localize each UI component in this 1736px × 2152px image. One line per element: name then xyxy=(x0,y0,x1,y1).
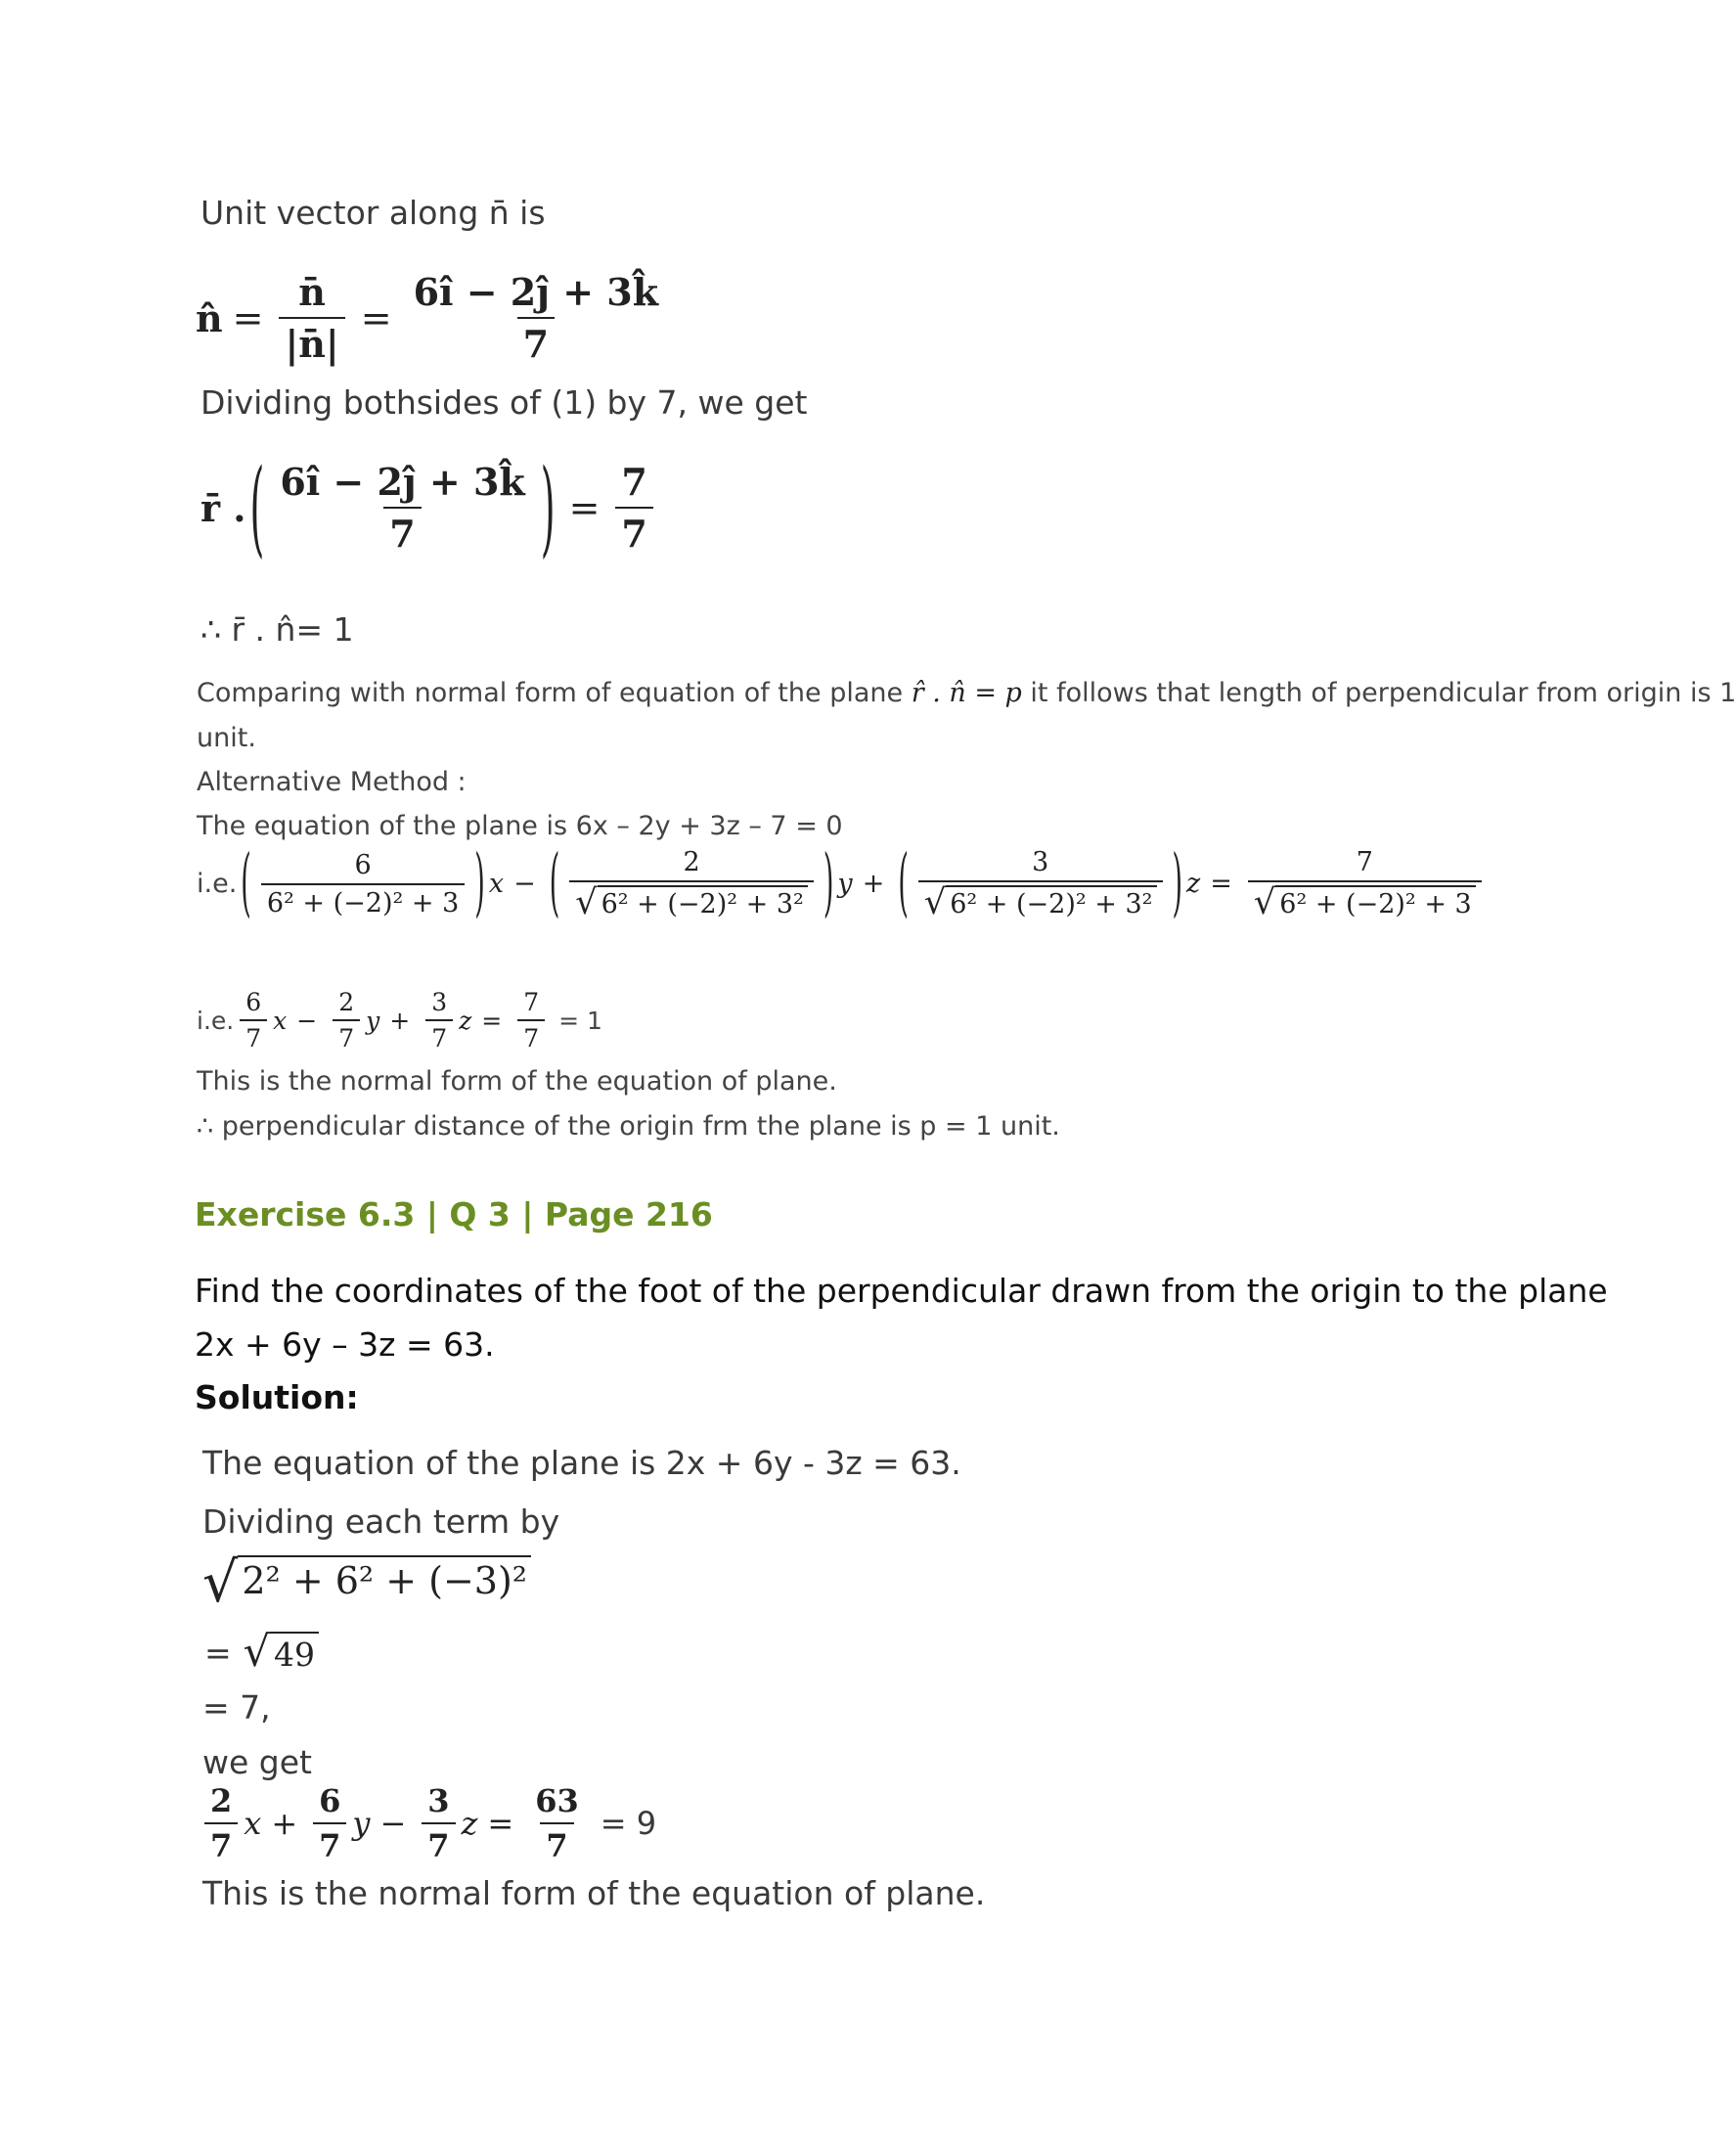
term4-radicand: 6² + (−2)² + 3 xyxy=(1275,885,1475,919)
normal-form-line: This is the normal form of the equation of plane. xyxy=(197,1066,837,1097)
comparing-line-2: unit. xyxy=(197,723,256,753)
expansion-term-4 xyxy=(1248,847,1482,920)
distance-line: ∴ perpendicular distance of the origin frm the plane is p = 1 unit. xyxy=(197,1111,1060,1142)
comparing-text-b: it follows that length of perpendicular from origin is 1 xyxy=(1030,678,1736,708)
final-tail: = 9 xyxy=(600,1805,657,1842)
nbar-over-abs-fraction xyxy=(279,270,344,366)
nhat-numerator: 6î − 2ĵ + 3k̂ xyxy=(413,270,659,314)
ie-label: i.e. xyxy=(197,869,238,899)
part2-equation-line: The equation of the plane is 2x + 6y - 3z = 63. xyxy=(202,1444,961,1482)
simplified-equation: i.e. $\frac{6}{7}$ x − $\frac{2}{7}$ y + $\frac{3}{7}$ z = $\frac{7}{7}$ = 1 xyxy=(197,988,602,1053)
sqrt49-line: = √ 49 xyxy=(204,1632,319,1674)
r-fraction-numerator: 6î − 2ĵ + 3k̂ xyxy=(280,460,525,504)
simp-b-den: 7 xyxy=(333,1019,360,1053)
simp-b-num: 2 xyxy=(338,988,355,1016)
final-a-num: 2 xyxy=(210,1782,233,1819)
simp-d-num: 7 xyxy=(523,988,540,1016)
simp-c-den: 7 xyxy=(425,1019,453,1053)
final-c-den: 7 xyxy=(422,1822,455,1864)
simp-a-den: 7 xyxy=(240,1019,267,1053)
plane-equation: The equation of the plane is 6x – 2y + 3z – 7 = 0 xyxy=(197,811,843,841)
part2-normal-form-line: This is the normal form of the equation of plane. xyxy=(202,1874,986,1912)
sqrt-expression: √ 2² + 6² + (−3)² xyxy=(202,1555,531,1611)
simp-a-num: 6 xyxy=(245,988,262,1016)
question-line-2: 2x + 6y – 3z = 63. xyxy=(195,1325,495,1364)
nhat-denominator: 7 xyxy=(517,317,555,366)
simp-tail: = 1 xyxy=(558,1006,602,1035)
final-d-den: 7 xyxy=(540,1822,573,1864)
sqrt-radicand: 2² + 6² + (−3)² xyxy=(238,1555,531,1602)
comparing-math: r̂ . n̂ = p xyxy=(911,678,1022,708)
rhs-numerator: 7 xyxy=(621,460,647,504)
question-line-1: Find the coordinates of the foot of the perpendicular drawn from the origin to the plane xyxy=(195,1272,1608,1310)
term4-num: 7 xyxy=(1356,847,1373,877)
term2-den: √ 6² + (−2)² + 3² xyxy=(569,880,814,920)
sqrt49-prefix: = xyxy=(204,1634,232,1672)
ie-label-2: i.e. xyxy=(197,1006,235,1035)
nhat-equation: n̂ = $\frac{n̄}{|n̄|}$ = $\frac{6î - 2ĵ + 3k̂}{7}$ xyxy=(196,270,670,366)
comparing-line xyxy=(197,678,1736,708)
final-c-num: 3 xyxy=(427,1782,450,1819)
therefore-line: ∴ r̄ . n̂= 1 xyxy=(200,610,354,649)
expansion-equation: i.e. ( $\frac{6}{\text{6² + (−2)² + 3}}$ ) x − ( 2 √ 6² + (−2)² + 3² ) y + ( 3 √ 6² + (−2)² + 3² ) z = 7 √ 6² + (−2)² + 3 xyxy=(197,847,1488,920)
exercise-heading[interactable]: Exercise 6.3 | Q 3 | Page 216 xyxy=(195,1195,713,1233)
r-dot-equation: r̄ . ( $\frac{6î - 2ĵ + 3k̂}{7}$ ) = $\frac{7}{7}$ xyxy=(200,460,659,556)
final-b-num: 6 xyxy=(319,1782,341,1819)
we-get: we get xyxy=(202,1743,312,1781)
comparing-text-a: Comparing with normal form of equation of the plane xyxy=(197,678,904,708)
expansion-term-1 xyxy=(261,850,465,919)
unit-vector-text: Unit vector along n̄ is xyxy=(200,194,546,232)
term1-den: 6² + (−2)² + 3 xyxy=(261,883,465,919)
final-a-den: 7 xyxy=(204,1822,238,1864)
term1-num: 6 xyxy=(354,849,372,880)
eq-seven: = 7, xyxy=(202,1688,271,1726)
nhat-value-fraction xyxy=(408,270,664,366)
part2-dividing-line: Dividing each term by xyxy=(202,1502,560,1541)
nbar-denominator: |n̄| xyxy=(279,317,344,366)
r-fraction xyxy=(274,460,530,556)
term4-den: √ 6² + (−2)² + 3 xyxy=(1248,880,1482,920)
simp-d-den: 7 xyxy=(517,1019,545,1053)
final-b-den: 7 xyxy=(313,1822,346,1864)
final-equation: $\frac{2}{7}$ x + $\frac{6}{7}$ y − $\frac{3}{7}$ z = $\frac{63}{7}$ = 9 xyxy=(199,1782,656,1864)
term3-radicand: 6² + (−2)² + 3² xyxy=(946,885,1156,919)
nbar-numerator: n̄ xyxy=(298,270,326,314)
r-fraction-denominator: 7 xyxy=(383,507,421,556)
expansion-term-2 xyxy=(569,847,814,920)
term2-num: 2 xyxy=(683,847,700,877)
term3-den: √ 6² + (−2)² + 3² xyxy=(918,880,1163,920)
final-d-num: 63 xyxy=(535,1782,579,1819)
term3-num: 3 xyxy=(1032,847,1049,877)
alt-method: Alternative Method : xyxy=(197,767,467,797)
rhs-denominator: 7 xyxy=(615,507,652,556)
sqrt49-radicand: 49 xyxy=(270,1632,319,1674)
simp-c-num: 3 xyxy=(431,988,448,1016)
rhs-fraction xyxy=(615,460,652,556)
expansion-term-3 xyxy=(918,847,1163,920)
term2-radicand: 6² + (−2)² + 3² xyxy=(598,885,808,919)
dividing-text: Dividing bothsides of (1) by 7, we get xyxy=(200,383,808,422)
solution-label: Solution: xyxy=(195,1378,359,1416)
r-dot: r̄ . xyxy=(200,485,246,530)
nhat-lhs: n̂ xyxy=(196,295,223,340)
